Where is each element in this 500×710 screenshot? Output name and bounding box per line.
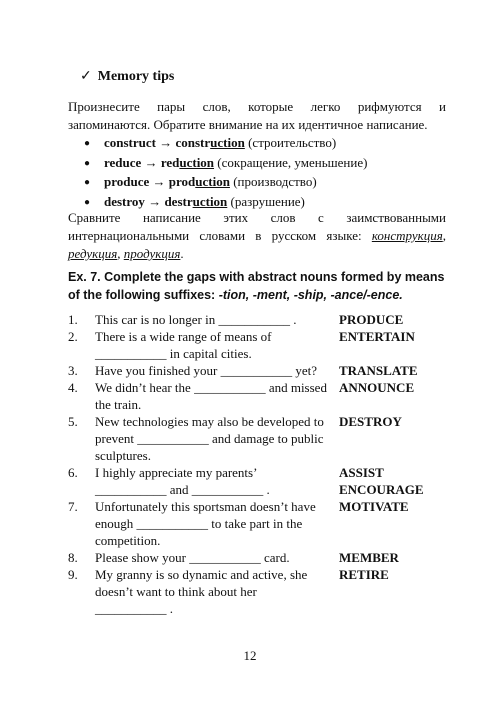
suffix-underline: uction xyxy=(195,174,230,189)
word-pair-item xyxy=(84,134,367,154)
exercise-item xyxy=(0,311,500,328)
arrow-icon: → xyxy=(144,154,158,170)
exercise-suffixes: -tion, -ment, -ship, -ance/-ence. xyxy=(218,288,403,302)
exercise-item xyxy=(0,464,500,498)
item-number: 8. xyxy=(68,550,78,565)
pair-base: produce xyxy=(104,174,150,189)
item-base-word: ASSIST ENCOURAGE xyxy=(339,465,424,497)
word-pair-item xyxy=(84,173,367,193)
item-number: 4. xyxy=(68,380,78,395)
bullet-icon: ● xyxy=(84,157,91,169)
item-base-word: MOTIVATE xyxy=(339,499,409,514)
pair-translation: (производство) xyxy=(233,174,317,189)
item-number: 6. xyxy=(68,465,78,480)
item-sentence: Have you finished your ___________ yet? xyxy=(95,363,318,378)
pair-noun: production xyxy=(168,174,230,189)
pair-noun: construction xyxy=(175,135,245,150)
item-base-word: MEMBER xyxy=(339,550,399,565)
bullet-icon: ● xyxy=(84,196,91,208)
suffix-underline: uction xyxy=(192,193,228,209)
loanword: редукция xyxy=(68,246,118,261)
item-base-word: DESTROY xyxy=(339,414,402,429)
exercise-heading xyxy=(68,268,450,304)
item-number: 1. xyxy=(68,312,78,327)
memory-tips-title: Memory tips xyxy=(97,69,175,84)
loanword: продукция xyxy=(123,246,181,261)
arrow-icon: → xyxy=(148,193,162,209)
suffix-underline: uction xyxy=(179,154,215,170)
item-sentence: New technologies may also be developed to prevent ___________ and damage to public sculptures. xyxy=(95,414,324,463)
item-number: 9. xyxy=(68,567,78,582)
compare-text: Сравните написание этих слов с заимствованными интернациональными словами в русском языке: xyxy=(68,210,446,243)
arrow-icon: → xyxy=(152,174,166,189)
exercise-item xyxy=(0,566,500,617)
item-sentence: I highly appreciate my parents’ ___________ and ___________ . xyxy=(95,465,270,497)
exercise-instruction: Ex. 7. Complete the gaps with abstract nouns formed by means of the following suffixes: xyxy=(68,270,445,302)
item-sentence: My granny is so dynamic and active, she doesn’t want to think about her ___________ . xyxy=(95,567,308,616)
item-sentence: There is a wide range of means of ___________ in capital cities. xyxy=(95,329,272,361)
pair-noun: destruction xyxy=(164,193,228,209)
exercise-item xyxy=(0,328,500,362)
item-sentence: Unfortunately this sportsman doesn’t have enough ___________ to take part in the competition. xyxy=(95,499,316,548)
exercise-item xyxy=(0,362,500,379)
pair-base: construct xyxy=(104,135,156,150)
bullet-icon: ● xyxy=(84,138,91,149)
pair-base: destroy xyxy=(104,193,145,209)
exercise-item xyxy=(0,498,500,549)
item-base-word: PRODUCE xyxy=(339,312,404,327)
item-base-word: TRANSLATE xyxy=(339,363,418,378)
item-number: 2. xyxy=(68,329,78,344)
pair-noun: reduction xyxy=(160,154,215,170)
item-base-word: ANNOUNCE xyxy=(339,380,415,395)
arrow-icon: → xyxy=(159,135,173,150)
item-sentence: We didn’t hear the ___________ and missed the train. xyxy=(95,380,327,412)
memory-tips-heading xyxy=(80,68,174,85)
page-number: 12 xyxy=(243,648,257,663)
item-number: 7. xyxy=(68,499,78,514)
item-sentence: Please show your ___________ card. xyxy=(95,550,290,565)
bullet-icon: ● xyxy=(84,177,91,188)
exercise-item xyxy=(0,413,500,464)
item-number: 3. xyxy=(68,363,78,378)
pair-translation: (строительство) xyxy=(248,135,337,150)
exercise-list xyxy=(0,311,500,617)
compare-paragraph: Сравните написание этих слов с заимствованными интернациональными словами в русском языке: конструкция, редукция, продукция. xyxy=(68,210,446,261)
word-pair-item xyxy=(84,154,367,174)
pair-translation: (разрушение) xyxy=(230,193,305,209)
pair-base: reduce xyxy=(104,154,142,170)
item-base-word: ENTERTAIN xyxy=(339,329,415,344)
loanword: конструкция xyxy=(371,228,443,243)
exercise-item xyxy=(0,549,500,566)
item-sentence: This car is no longer in ___________ . xyxy=(95,312,297,327)
word-pairs-list xyxy=(84,134,367,212)
tips-intro-paragraph: Произнесите пары слов, которые легко рифмуются и запоминаются. Обратите внимание на их идентичное написание. xyxy=(68,99,446,132)
pair-translation: (сокращение, уменьшение) xyxy=(217,154,368,170)
item-base-word: RETIRE xyxy=(339,567,389,582)
checkmark-icon: ✓ xyxy=(80,69,92,84)
item-number: 5. xyxy=(68,414,78,429)
suffix-underline: uction xyxy=(210,135,245,150)
exercise-item xyxy=(0,379,500,413)
